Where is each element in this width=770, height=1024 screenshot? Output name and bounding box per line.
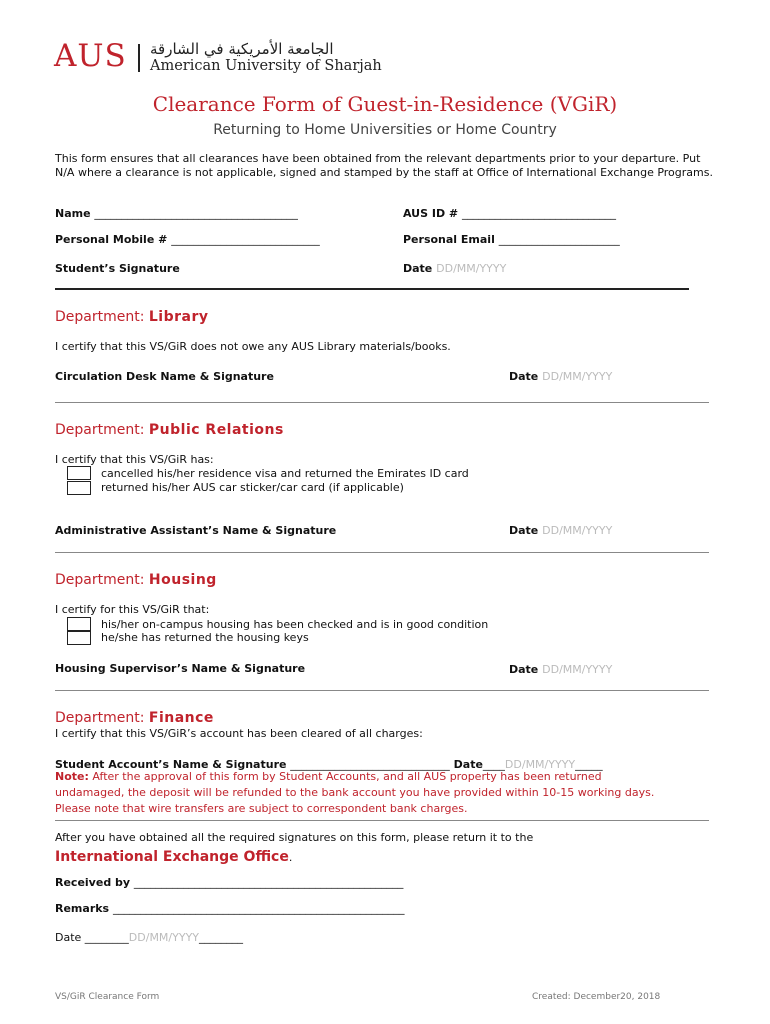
- student-signature-label: Student’s Signature: [55, 262, 180, 275]
- dept-public-relations-heading: [55, 422, 284, 438]
- date-placeholder[interactable]: DD/MM/YYYY: [504, 758, 576, 771]
- note-label: Note:: [55, 770, 89, 783]
- pr-car-sticker-option: returned his/her AUS car sticker/car card (if applicable): [101, 481, 404, 494]
- name-label: Name: [55, 207, 91, 220]
- section-divider: [55, 820, 709, 821]
- dept-library-heading: [55, 309, 209, 325]
- return-instruction: After you have obtained all the required signatures on this form, please return it to the: [55, 831, 534, 844]
- date-label: Date: [55, 931, 82, 944]
- housing-date-field[interactable]: [509, 663, 612, 676]
- finance-statement: I certify that this VS/GiR’s account has been cleared of all charges:: [55, 727, 423, 740]
- pr-statement: I certify that this VS/GiR has:: [55, 453, 214, 466]
- email-field[interactable]: [403, 233, 620, 246]
- mobile-line[interactable]: ___________________________: [171, 233, 320, 246]
- email-line[interactable]: ______________________: [498, 233, 620, 246]
- received-by-line[interactable]: _________________________________________________: [133, 876, 404, 889]
- dept-name: Finance: [148, 710, 214, 726]
- library-signature-label: Circulation Desk Name & Signature: [55, 370, 274, 383]
- dept-prefix: Department:: [55, 710, 145, 726]
- form-intro: This form ensures that all clearances have been obtained from the relevant departments prior to your departure. Put N/A where a clearance is not applicable, signed and stamped by the staff at Office of International Exchange Programs.: [55, 152, 713, 179]
- signature-line: [55, 288, 689, 290]
- remarks-label: Remarks: [55, 902, 110, 915]
- period: .: [288, 851, 293, 864]
- library-date-field[interactable]: [509, 370, 612, 383]
- finance-signature-label: Student Account’s Name & Signature: [55, 758, 287, 771]
- footer-created-date: Created: December20, 2018: [532, 992, 661, 1002]
- form-title: Clearance Form of Guest-in-Residence (VGiR): [152, 92, 618, 116]
- housing-keys-option: he/she has returned the housing keys: [101, 631, 309, 644]
- date-placeholder[interactable]: DD/MM/YYYY: [542, 663, 613, 676]
- university-arabic-name: الجامعة الأمريكية في الشارقة: [150, 40, 334, 58]
- section-divider: [55, 690, 709, 691]
- dept-name: Library: [148, 309, 209, 325]
- note-line-1: After the approval of this form by Student Accounts, and all AUS property has been returned: [92, 770, 602, 783]
- pr-date-field[interactable]: [509, 524, 612, 537]
- pr-signature-label: Administrative Assistant’s Name & Signature: [55, 524, 337, 537]
- mobile-label: Personal Mobile #: [55, 233, 168, 246]
- housing-keys-checkbox[interactable]: [67, 631, 91, 645]
- aus-id-label: AUS ID #: [403, 207, 459, 220]
- date-label: Date: [453, 758, 483, 771]
- return-office: [55, 846, 292, 865]
- remarks-field[interactable]: [55, 902, 404, 915]
- aus-logo-text: AUS: [54, 38, 127, 74]
- date-placeholder[interactable]: DD/MM/YYYY: [436, 262, 507, 275]
- dept-prefix: Department:: [55, 422, 145, 438]
- date-placeholder[interactable]: DD/MM/YYYY: [542, 370, 613, 383]
- date-placeholder[interactable]: DD/MM/YYYY: [128, 931, 200, 944]
- note-line-3: Please note that wire transfers are subject to correspondent bank charges.: [55, 802, 468, 815]
- aus-id-line[interactable]: ____________________________: [461, 207, 616, 220]
- housing-signature-label: Housing Supervisor’s Name & Signature: [55, 662, 306, 675]
- date-label: Date: [509, 524, 539, 537]
- date-line-pre: ________: [84, 931, 129, 944]
- date-label: Date: [403, 262, 433, 275]
- email-label: Personal Email: [403, 233, 495, 246]
- footer-form-name: VS/GiR Clearance Form: [55, 992, 160, 1002]
- pr-visa-checkbox[interactable]: [67, 466, 91, 480]
- dept-name: Housing: [148, 572, 217, 588]
- date-line-post: ________: [199, 931, 244, 944]
- form-subtitle: Returning to Home Universities or Home Country: [213, 122, 557, 138]
- name-field[interactable]: [55, 207, 298, 220]
- mobile-field[interactable]: [55, 233, 320, 246]
- name-line[interactable]: _____________________________________: [94, 207, 298, 220]
- logo-divider: [138, 44, 140, 72]
- aus-id-field[interactable]: [403, 207, 616, 220]
- remarks-line[interactable]: _____________________________________________________: [112, 902, 405, 915]
- dept-housing-heading: [55, 572, 217, 588]
- section-divider: [55, 552, 709, 553]
- housing-statement: I certify for this VS/GiR that:: [55, 603, 210, 616]
- pr-visa-option: cancelled his/her residence visa and returned the Emirates ID card: [101, 467, 469, 480]
- received-by-field[interactable]: [55, 876, 403, 889]
- housing-condition-checkbox[interactable]: [67, 617, 91, 631]
- finance-note: [55, 769, 654, 817]
- university-name: American University of Sharjah: [150, 58, 382, 74]
- note-line-2: undamaged, the deposit will be refunded to the bank account you have provided within 10-15 working days.: [55, 786, 655, 799]
- student-date-field[interactable]: [403, 262, 506, 275]
- received-by-label: Received by: [55, 876, 131, 889]
- finance-signature-line[interactable]: _____________________________: [290, 758, 450, 771]
- date-label: Date: [509, 663, 539, 676]
- international-exchange-office: International Exchange Office: [55, 849, 289, 865]
- dept-name: Public Relations: [148, 422, 284, 438]
- date-line-post: _____: [575, 758, 603, 771]
- dept-finance-heading: [55, 710, 214, 726]
- date-label: Date: [509, 370, 539, 383]
- return-date-field[interactable]: [55, 931, 243, 944]
- section-divider: [55, 402, 709, 403]
- date-line-pre: ____: [482, 758, 505, 771]
- library-statement: I certify that this VS/GiR does not owe any AUS Library materials/books.: [55, 340, 451, 353]
- date-placeholder[interactable]: DD/MM/YYYY: [542, 524, 613, 537]
- dept-prefix: Department:: [55, 572, 145, 588]
- pr-car-sticker-checkbox[interactable]: [67, 481, 91, 495]
- dept-prefix: Department:: [55, 309, 145, 325]
- housing-condition-option: his/her on-campus housing has been checked and is in good condition: [101, 618, 489, 631]
